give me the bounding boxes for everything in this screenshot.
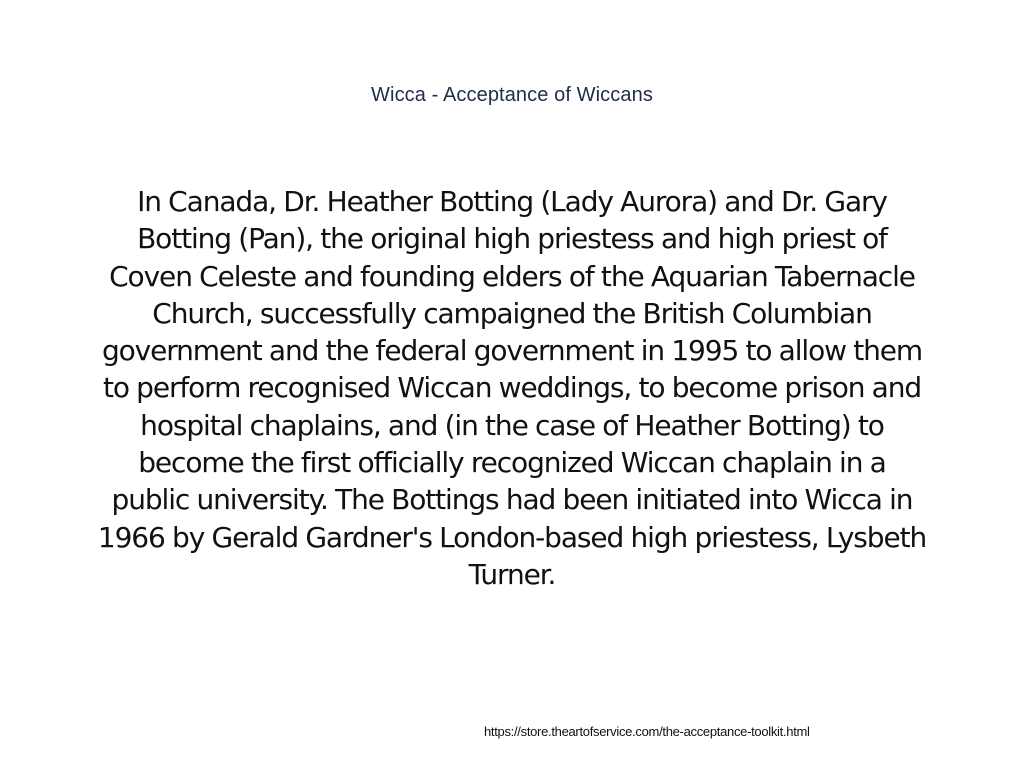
slide-body-text: In Canada, Dr. Heather Botting (Lady Aurora) and Dr. Gary Botting (Pan), the original high priestess and high priest of Coven Celeste and founding elders of the Aquarian Tabernacle Church, successfully campaigned the British Columbian government and the federal government in 1995 to allow them to perform recognised Wiccan weddings, to become prison and hospital chaplains, and (in the case of Heather Botting) to become the first officially recognized Wiccan chaplain in a public university. The Bottings had been initiated into Wicca in 1966 by Gerald Gardner's London-based high priestess, Lysbeth Turner.: [97, 185, 927, 591]
slide-title: Wicca - Acceptance of Wiccans: [371, 84, 653, 106]
source-link[interactable]: https://store.theartofservice.com/the-acceptance-toolkit.html: [484, 724, 810, 739]
